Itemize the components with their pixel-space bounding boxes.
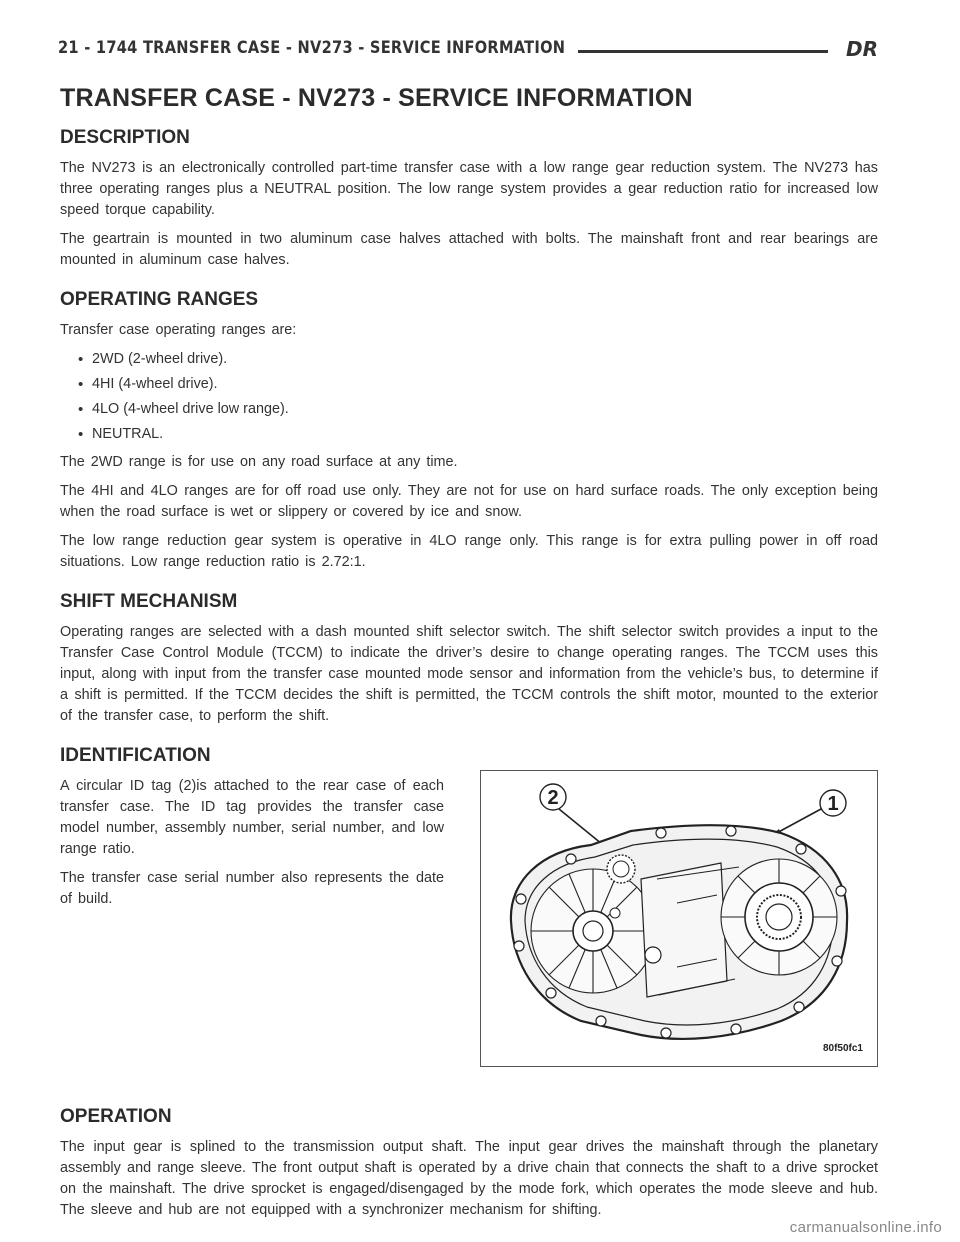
callout-2-label: 2: [547, 787, 559, 809]
page-header: [58, 38, 878, 66]
identification-paragraph: The transfer case serial number also represents the date of build.: [60, 870, 444, 907]
id-tag-center: [613, 861, 629, 877]
list-item: • 2WD (2-wheel drive).: [78, 349, 878, 370]
operating-ranges-paragraph: The 2WD range is for use on any road surface at any time.: [60, 454, 458, 470]
rear-output-bore: [766, 904, 792, 930]
description-paragraph: The NV273 is an electronically controlled part-time transfer case with a low range gear reduction system. The NV273 has three operating ranges plus a NEUTRAL position. The low range system provides a gear reduction ratio for increased low speed torque capability.: [60, 160, 878, 218]
identification-section: [60, 776, 878, 1088]
operating-ranges-intro: Transfer case operating ranges are:: [60, 322, 297, 338]
shift-mechanism-heading: SHIFT MECHANISM: [60, 591, 238, 612]
shift-mechanism-paragraph: Operating ranges are selected with a dash mounted shift selector switch. The shift selector switch provides a input to the Transfer Case Control Module (TCCM) to indicate the driver’s desire to change operating ranges. The TCCM uses this input, along with input from the transfer case mounted mode sensor and information from the vehicle’s bus, to determine if a shift is permitted. If the TCCM decides the shift is permitted, the TCCM controls the shift motor, mounted to the exterior of the transfer case, to perform the shift.: [60, 624, 878, 724]
document-body: [60, 84, 878, 1229]
description-heading: DESCRIPTION: [60, 127, 190, 148]
list-item: • NEUTRAL.: [78, 424, 878, 445]
operation-paragraph: The input gear is splined to the transmission output shaft. The input gear drives the mainshaft through the planetary assembly and range sleeve. The front output shaft is operated by a drive chain that connects the shaft to a drive sprocket on the mainshaft. The drive sprocket is engaged/disengaged by the mode fork, which operates the mode sleeve and hub. The sleeve and hub are not equipped with a synchronizer mechanism for shifting.: [60, 1139, 878, 1218]
transfer-case-drawing: [481, 771, 877, 1066]
page-title: TRANSFER CASE - NV273 - SERVICE INFORMATION: [60, 84, 693, 112]
header-model-code: DR: [845, 37, 878, 61]
operating-ranges-heading: OPERATING RANGES: [60, 289, 259, 310]
identification-paragraph: A circular ID tag (2)is attached to the rear case of each transfer case. The ID tag provides the transfer case model number, assembly number, serial number, and low range ratio.: [60, 778, 444, 857]
header-page-title: 21 - 1744 TRANSFER CASE - NV273 - SERVICE INFORMATION: [58, 38, 566, 58]
front-output-center: [583, 921, 603, 941]
identification-heading: IDENTIFICATION: [60, 745, 211, 766]
list-item: • 4LO (4-wheel drive low range).: [78, 399, 878, 420]
center-web: [641, 863, 727, 997]
callout-1-label: 1: [827, 793, 839, 815]
operation-heading: OPERATION: [60, 1106, 172, 1127]
transfer-case-illustration: [480, 770, 878, 1067]
operating-ranges-paragraph: The low range reduction gear system is operative in 4LO range only. This range is for extra pulling power in off road situations. Low range reduction ratio is 2.72:1.: [60, 533, 878, 570]
watermark: carmanualsonline.info: [789, 1219, 942, 1236]
operating-ranges-paragraph: The 4HI and 4LO ranges are for off road use only. They are not for use on hard surface roads. The only exception being when the road surface is wet or slippery or covered by ice and snow.: [60, 483, 878, 520]
small-boss: [610, 908, 620, 918]
callout-1-leader: [773, 809, 821, 835]
header-rule: [578, 50, 828, 53]
description-paragraph: The geartrain is mounted in two aluminum case halves attached with bolts. The mainshaft front and rear bearings are mounted in aluminum case halves.: [60, 231, 878, 268]
identification-text: [60, 776, 444, 910]
center-boss: [645, 947, 661, 963]
list-item: • 4HI (4-wheel drive).: [78, 374, 878, 395]
figure-id: 80f50fc1: [822, 1043, 863, 1054]
operating-ranges-list: [78, 349, 878, 445]
